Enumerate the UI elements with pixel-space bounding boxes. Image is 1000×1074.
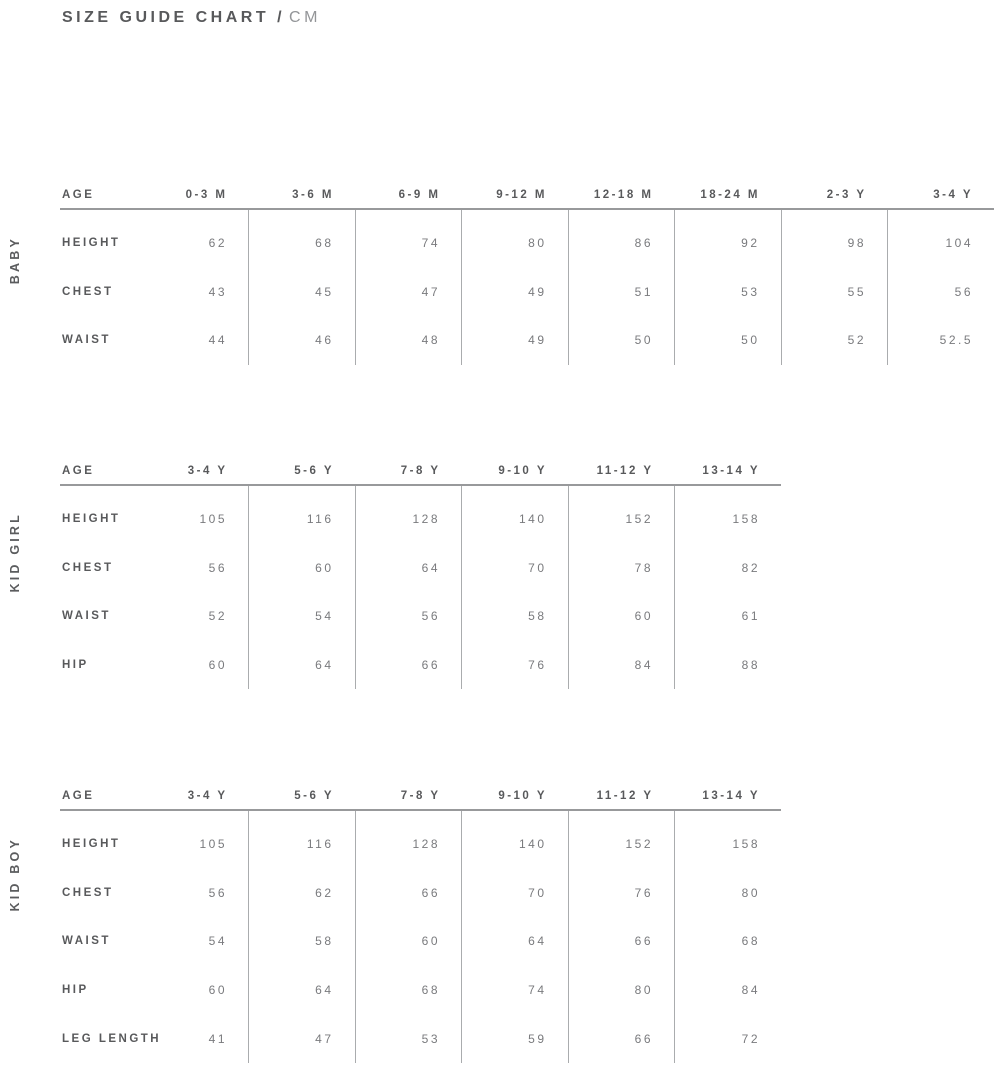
size-value: 66 bbox=[568, 917, 675, 966]
measurement-row-label: CHEST bbox=[62, 561, 114, 574]
age-column-header: 0-3 M bbox=[142, 182, 249, 209]
size-value: 64 bbox=[249, 966, 356, 1015]
size-value: 152 bbox=[568, 810, 675, 869]
age-header-label: AGE bbox=[60, 783, 142, 810]
measurement-row bbox=[60, 917, 781, 966]
size-table-block-kid-boy bbox=[0, 783, 1000, 1063]
size-value: 158 bbox=[675, 810, 782, 869]
size-value: 62 bbox=[249, 869, 356, 918]
measurement-row bbox=[60, 316, 994, 365]
size-value: 74 bbox=[462, 966, 569, 1015]
size-value: 54 bbox=[249, 592, 356, 641]
size-value: 86 bbox=[568, 209, 675, 268]
size-value: 59 bbox=[462, 1014, 569, 1063]
age-column-header: 3-4 Y bbox=[888, 182, 995, 209]
size-table-kid-boy bbox=[60, 783, 781, 1063]
size-table-block-kid-girl bbox=[0, 458, 1000, 689]
measurement-row-label: LEG LENGTH bbox=[62, 1032, 162, 1045]
size-value: 50 bbox=[675, 316, 782, 365]
size-value: 52 bbox=[781, 316, 888, 365]
size-value: 44 bbox=[208, 333, 227, 348]
age-column-header: 18-24 M bbox=[675, 182, 782, 209]
size-value: 56 bbox=[355, 592, 462, 641]
measurement-row bbox=[60, 810, 781, 869]
size-value: 54 bbox=[208, 934, 227, 949]
size-value: 64 bbox=[355, 544, 462, 593]
size-value: 92 bbox=[675, 209, 782, 268]
age-column-header: 13-14 Y bbox=[675, 783, 782, 810]
age-column-header: 7-8 Y bbox=[355, 783, 462, 810]
size-value: 60 bbox=[355, 917, 462, 966]
size-value: 84 bbox=[568, 641, 675, 690]
group-label-kid-boy: KID BOY bbox=[8, 837, 22, 912]
size-value: 61 bbox=[675, 592, 782, 641]
age-column-header: 12-18 M bbox=[568, 182, 675, 209]
size-table-block-baby bbox=[0, 182, 1000, 365]
size-value: 51 bbox=[568, 268, 675, 317]
age-header-label: AGE bbox=[60, 458, 142, 485]
measurement-row-label: WAIST bbox=[62, 334, 111, 347]
size-value: 60 bbox=[208, 658, 227, 673]
size-value: 49 bbox=[462, 268, 569, 317]
size-value: 80 bbox=[462, 209, 569, 268]
measurement-row bbox=[60, 592, 781, 641]
measurement-row bbox=[60, 869, 781, 918]
age-column-header: 11-12 Y bbox=[568, 783, 675, 810]
size-value: 56 bbox=[208, 560, 227, 575]
size-value: 41 bbox=[208, 1031, 227, 1046]
age-column-header: 11-12 Y bbox=[568, 458, 675, 485]
size-value: 56 bbox=[888, 268, 995, 317]
measurement-row-label: HIP bbox=[62, 659, 89, 672]
size-value: 62 bbox=[208, 236, 227, 251]
page-title-text: SIZE GUIDE CHART / bbox=[62, 9, 286, 26]
size-value: 47 bbox=[355, 268, 462, 317]
age-column-header: 2-3 Y bbox=[781, 182, 888, 209]
size-value: 49 bbox=[462, 316, 569, 365]
size-value: 128 bbox=[355, 485, 462, 544]
size-value: 68 bbox=[355, 966, 462, 1015]
size-value: 53 bbox=[675, 268, 782, 317]
size-value: 56 bbox=[208, 885, 227, 900]
size-value: 88 bbox=[675, 641, 782, 690]
size-value: 66 bbox=[355, 641, 462, 690]
age-column-header: 9-12 M bbox=[462, 182, 569, 209]
size-value: 50 bbox=[568, 316, 675, 365]
age-column-header: 5-6 Y bbox=[249, 783, 356, 810]
size-value: 53 bbox=[355, 1014, 462, 1063]
age-column-header: 5-6 Y bbox=[249, 458, 356, 485]
measurement-row bbox=[60, 544, 781, 593]
measurement-row-label: HEIGHT bbox=[62, 237, 121, 250]
measurement-row-label: CHEST bbox=[62, 886, 114, 899]
size-value: 70 bbox=[462, 544, 569, 593]
size-table-kid-girl bbox=[60, 458, 781, 689]
size-value: 64 bbox=[462, 917, 569, 966]
size-value: 55 bbox=[781, 268, 888, 317]
size-value: 43 bbox=[208, 284, 227, 299]
size-value: 105 bbox=[199, 512, 227, 527]
size-value: 45 bbox=[249, 268, 356, 317]
page-title-unit: CM bbox=[289, 9, 321, 26]
size-value: 58 bbox=[249, 917, 356, 966]
age-column-header: 3-6 M bbox=[249, 182, 356, 209]
size-value: 80 bbox=[568, 966, 675, 1015]
size-value: 68 bbox=[249, 209, 356, 268]
size-value: 104 bbox=[888, 209, 995, 268]
size-value: 72 bbox=[675, 1014, 782, 1063]
measurement-row bbox=[60, 1014, 781, 1063]
size-value: 60 bbox=[208, 983, 227, 998]
measurement-row-label: HIP bbox=[62, 984, 89, 997]
size-value: 80 bbox=[675, 869, 782, 918]
age-column-header: 3-4 Y bbox=[142, 458, 249, 485]
size-value: 46 bbox=[249, 316, 356, 365]
size-value: 52 bbox=[208, 609, 227, 624]
size-value: 66 bbox=[568, 1014, 675, 1063]
age-header-label: AGE bbox=[60, 182, 142, 209]
age-column-header: 13-14 Y bbox=[675, 458, 782, 485]
size-value: 128 bbox=[355, 810, 462, 869]
size-value: 98 bbox=[781, 209, 888, 268]
measurement-row bbox=[60, 209, 994, 268]
size-value: 60 bbox=[568, 592, 675, 641]
age-column-header: 7-8 Y bbox=[355, 458, 462, 485]
size-value: 158 bbox=[675, 485, 782, 544]
size-value: 140 bbox=[462, 810, 569, 869]
size-value: 52.5 bbox=[888, 316, 995, 365]
size-value: 82 bbox=[675, 544, 782, 593]
group-label-kid-girl: KID GIRL bbox=[8, 512, 22, 593]
size-value: 140 bbox=[462, 485, 569, 544]
page-title bbox=[62, 9, 321, 27]
measurement-row-label: HEIGHT bbox=[62, 838, 121, 851]
size-value: 48 bbox=[355, 316, 462, 365]
size-value: 76 bbox=[568, 869, 675, 918]
measurement-row-label: WAIST bbox=[62, 610, 111, 623]
size-value: 84 bbox=[675, 966, 782, 1015]
size-value: 64 bbox=[249, 641, 356, 690]
age-column-header: 6-9 M bbox=[355, 182, 462, 209]
size-value: 152 bbox=[568, 485, 675, 544]
size-value: 78 bbox=[568, 544, 675, 593]
measurement-row-label: HEIGHT bbox=[62, 513, 121, 526]
size-value: 116 bbox=[249, 485, 356, 544]
measurement-row-label: WAIST bbox=[62, 935, 111, 948]
size-value: 47 bbox=[249, 1014, 356, 1063]
age-column-header: 9-10 Y bbox=[462, 783, 569, 810]
age-column-header: 3-4 Y bbox=[142, 783, 249, 810]
size-value: 58 bbox=[462, 592, 569, 641]
size-value: 68 bbox=[675, 917, 782, 966]
size-value: 105 bbox=[199, 837, 227, 852]
size-value: 70 bbox=[462, 869, 569, 918]
age-column-header: 9-10 Y bbox=[462, 458, 569, 485]
size-value: 60 bbox=[249, 544, 356, 593]
size-table-baby bbox=[60, 182, 994, 365]
measurement-row bbox=[60, 485, 781, 544]
age-header-row bbox=[60, 783, 781, 810]
measurement-row bbox=[60, 641, 781, 690]
group-label-baby: BABY bbox=[8, 236, 22, 285]
size-value: 74 bbox=[355, 209, 462, 268]
measurement-row bbox=[60, 966, 781, 1015]
size-value: 66 bbox=[355, 869, 462, 918]
measurement-row bbox=[60, 268, 994, 317]
size-value: 76 bbox=[462, 641, 569, 690]
age-header-row bbox=[60, 182, 994, 209]
measurement-row-label: CHEST bbox=[62, 285, 114, 298]
age-header-row bbox=[60, 458, 781, 485]
size-value: 116 bbox=[249, 810, 356, 869]
